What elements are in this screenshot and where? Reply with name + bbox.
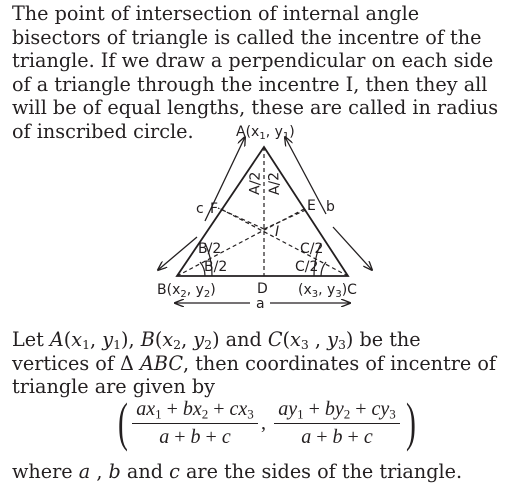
right-parenthesis: )	[406, 392, 416, 452]
vertices-paragraph: Let $A(x_1$, $y_1$), $B(x_2$, $y_2$) and $C(x_3$ , $y_3$) be the vertices of Δ ABC, then coordinates of incentre of triangle are given by	[12, 328, 497, 398]
vertex-a-label: $A(x_1$, $y_1$)	[236, 124, 295, 142]
formula-comma: ,	[261, 412, 266, 434]
y-coordinate-fraction	[274, 398, 400, 449]
x-denominator: a + b + c	[132, 423, 258, 449]
left-parenthesis: (	[118, 392, 128, 452]
half-angle-b-top: B/2	[198, 241, 222, 257]
incentre-formula	[118, 392, 416, 454]
closing-paragraph: where a , b and c are the sides of the triangle.	[12, 460, 463, 483]
x-numerator: $ax_1 + bx_2 + cx_3$	[136, 398, 254, 422]
y-denominator: a + b + c	[274, 423, 400, 449]
foot-e-label: E	[307, 198, 316, 214]
foot-f-label: F	[210, 201, 219, 217]
side-a-label: a	[256, 296, 265, 312]
half-angle-c-top: C/2	[300, 241, 324, 257]
half-angle-c-bottom: C/2	[295, 259, 319, 275]
arc-c-inner	[321, 262, 326, 276]
side-b-label: b	[326, 199, 335, 215]
vertex-b-label: $B(x_2$, $y_2$)	[157, 282, 216, 300]
x-coordinate-fraction	[132, 398, 258, 449]
half-angle-b-bottom: B/2	[204, 259, 228, 275]
bisector-c	[219, 208, 348, 276]
foot-d-label: D	[257, 281, 268, 297]
half-angle-a-left: A/2	[247, 171, 264, 196]
inradius-to-bc	[264, 208, 310, 229]
side-c-label: c	[196, 201, 204, 217]
inradius-to-ac	[218, 208, 264, 229]
y-numerator: $ay_1 + by_2 + cy_3$	[278, 398, 396, 422]
vertex-c-label: ($x_3$, $y_3)C$	[298, 282, 357, 300]
incentre-label: I	[275, 224, 280, 240]
half-angle-a-right: A/2	[266, 171, 283, 196]
side-b-arrow-up	[285, 137, 326, 214]
intro-paragraph: The point of intersection of internal angle bisectors of triangle is called the incentre of the triangle. If we draw a perpendicular on each side of a triangle through the incentre I, then they all will be of equal lengths, these are called in radius of inscribed circle.	[12, 2, 499, 143]
